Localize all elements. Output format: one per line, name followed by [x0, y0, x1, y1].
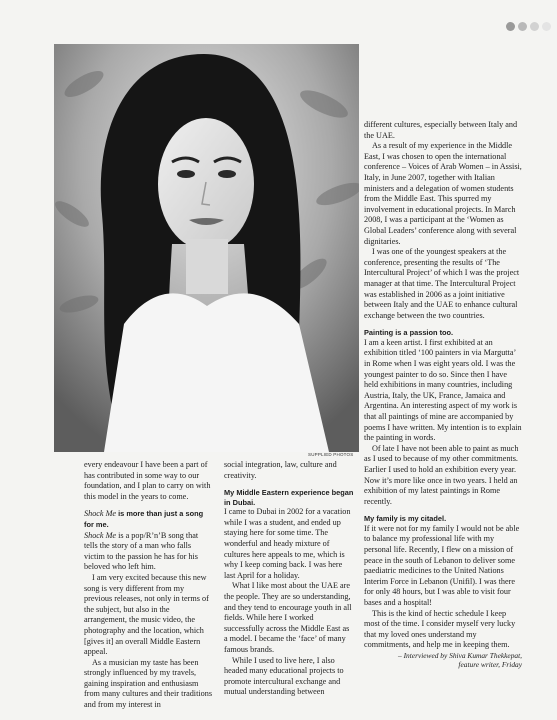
heading-text: is more than just a song for me.	[84, 509, 204, 529]
dot-decoration	[518, 22, 527, 31]
section-heading-middle-east: My Middle Eastern experience began in Dubai.	[224, 488, 354, 507]
section-heading-family: My family is my citadel.	[364, 514, 447, 524]
paragraph	[84, 531, 212, 573]
left-column	[84, 460, 212, 711]
right-column-top	[364, 120, 522, 669]
paragraph: What I like most about the UAE are the people. They are so understanding, and they tend to encourage youth in all fields. While here I worked successfully across the Middle East as a model. I became the ‘face’ of many famous brands.	[224, 581, 352, 654]
portrait-photo	[54, 44, 359, 452]
byline: feature writer, Friday	[458, 660, 522, 670]
paragraph-text: is a pop/R’n’B song that tells the story of a man who falls victim to the passion he has for his beloved who left him.	[84, 530, 199, 572]
photo-credit: SUPPLIED PHOTOS	[308, 452, 354, 457]
section-heading-shock-me	[84, 509, 212, 530]
paragraph: I am a keen artist. I first exhibited at an exhibition titled ‘100 painters in via Margutta’ in Rome when I was eight years old. I was the youngest painter to do so. Since then I have held exhibitions in many countries, including Austria, Italy, the UK, France, Jamaica and Argentina. An interesting aspect of my work is that all paintings of mine are accompanied by poems I have written. My intention is to explain the painting in words.	[364, 337, 522, 443]
paragraph: I came to Dubai in 2002 for a vacation while I was a student, and ended up staying here for some time. The wonderful and heady mixture of cultures here appeals to me, which is why I keep coming back. I was here last April for a holiday.	[224, 507, 351, 580]
song-title: Shock Me	[84, 509, 117, 519]
paragraph: If it were not for my family I would not be able to balance my professional life with my personal life. Recently, I flew on a mission of peace in the south of Lebanon to deliver some paediatric medicines to the United Nations Interim Force in Lebanon (Unifil). I was there for only 48 hours, but I was able to visit four bases and a hospital!	[364, 523, 520, 607]
paragraph: different cultures, especially between Italy and the UAE.	[364, 120, 518, 140]
paragraph: While I used to live here, I also headed many educational projects to promote intercultural exchange and mutual understanding between	[224, 655, 344, 697]
paragraph: I am very excited because this new song is very different from my previous releases, not only in terms of the subject, but also in the arrangement, the music video, the photography and the location, which [gives it] an overall Middle Eastern appeal.	[84, 572, 209, 657]
paragraph: As a result of my experience in the Middle East, I was chosen to open the international conference – Voices of Arab Women – in Assisi, Italy, in June 2007, together with Italian ministers and a delegation of women students from the Middle East. This spurred my involvement in educational projects. In March 2008, I was a participant at the ‘Women as Global Leaders’ conference along with several dignitaries.	[364, 141, 522, 246]
paragraph: social integration, law, culture and creativity.	[224, 460, 337, 480]
middle-column	[224, 460, 354, 698]
byline: – Interviewed by Shiva Kumar Thekkepat,	[398, 650, 522, 660]
song-title: Shock Me	[84, 530, 117, 540]
dot-decoration	[530, 22, 539, 31]
paragraph: This is the kind of hectic schedule I keep most of the time. I consider myself very lucky that my loved ones understand my commitments, and help me in keeping them.	[364, 608, 516, 650]
dot-decoration	[542, 22, 551, 31]
paragraph: As a musician my taste has been strongly influenced by my travels, gaining inspiration and enthusiasm from many cultures and their traditions and from my interest in	[84, 657, 213, 710]
paragraph: Of late I have not been able to paint as much as I used to because of my other commitments. Earlier I used to hold an exhibition every year. Now it’s more like once in two years. I held an exhibition of my latest paintings in Rome recently.	[364, 443, 519, 506]
paragraph: every endeavour I have been a part of has contributed in some way to our foundation, and I plan to carry on with this model in the years to come.	[84, 460, 211, 501]
paragraph: I was one of the youngest speakers at the conference, presenting the results of ‘The Intercultural Project’ of which I was the project manager at that time. The Intercultural Project was established in 2006 as a joint initiative between Italy and the UAE to enhance cultural exchange between the two countries.	[364, 247, 520, 320]
dot-decoration	[506, 22, 515, 31]
page-edge-dots	[506, 22, 551, 31]
section-heading-painting: Painting is a passion too.	[364, 328, 454, 338]
